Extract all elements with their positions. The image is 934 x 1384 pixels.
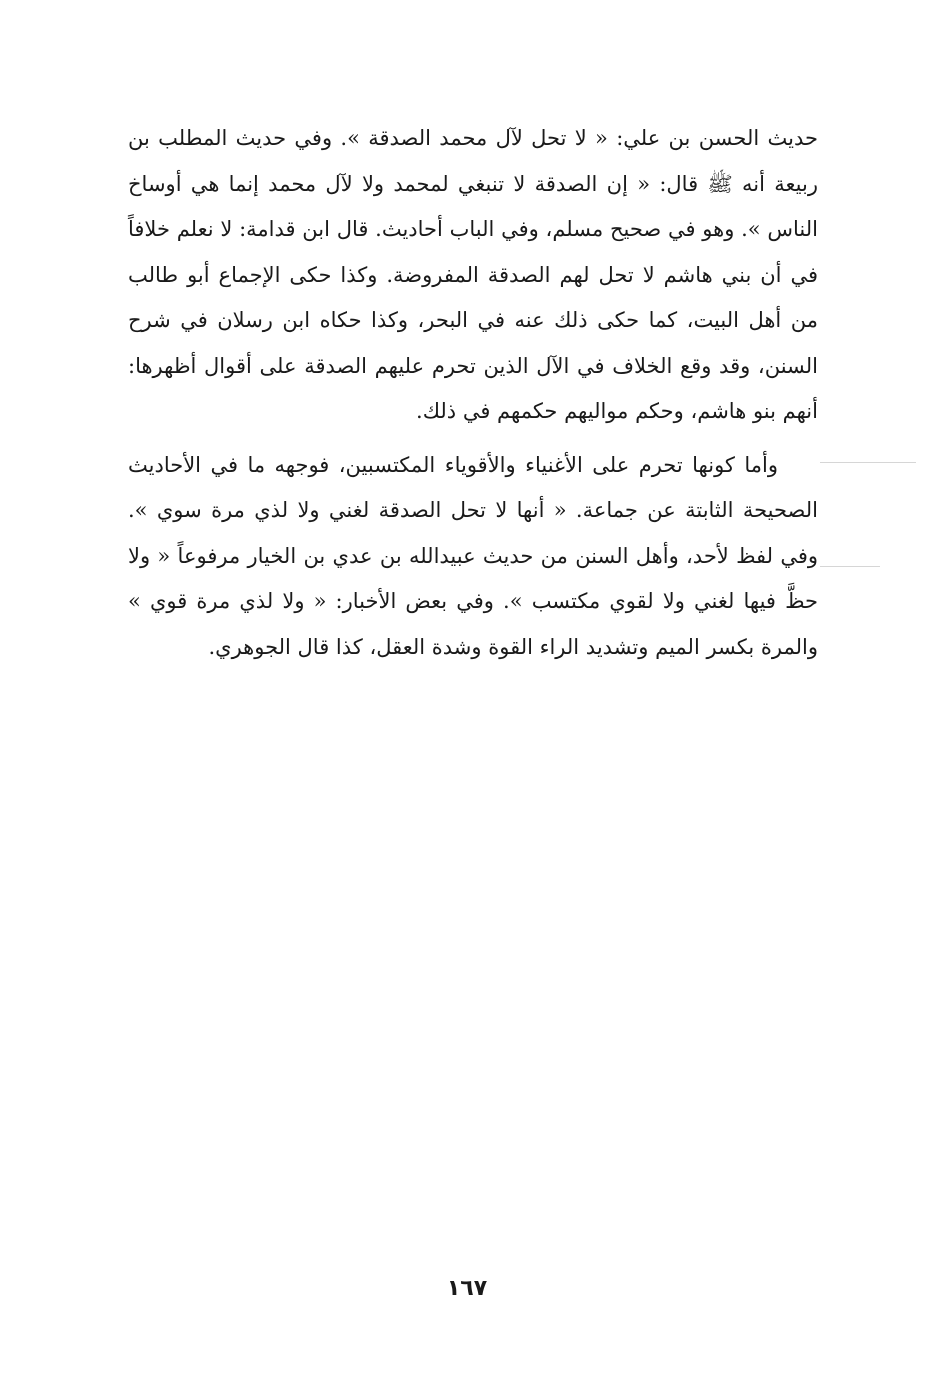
scan-artifact-line bbox=[820, 462, 916, 463]
scan-artifact-line bbox=[820, 566, 880, 567]
paragraph-1: حديث الحسن بن علي: « لا تحل لآل محمد الصدقة ». وفي حديث المطلب بن ربيعة أنه ﷺ قال: « إن الصدقة لا تنبغي لمحمد ولا لآل محمد إنما هي أوساخ الناس ». وهو في صحيح مسلم، وفي الباب أحاديث. قال ابن قدامة: لا نعلم خلافاً في أن بني هاشم لا تحل لهم الصدقة المفروضة. وكذا حكى الإجماع أبو طالب من أهل البيت، كما حكى ذلك عنه في البحر، وكذا حكاه ابن رسلان في شرح السنن، وقد وقع الخلاف في الآل الذين تحرم عليهم الصدقة على أقوال أظهرها: أنهم بنو هاشم، وحكم مواليهم حكمهم في ذلك. bbox=[128, 126, 818, 423]
page-number: ١٦٧ bbox=[446, 1276, 488, 1301]
paragraph-2: وأما كونها تحرم على الأغنياء والأقوياء المكتسبين، فوجهه ما في الأحاديث الصحيحة الثابتة عن جماعة. « أنها لا تحل الصدقة لغني ولا لذي مرة سوي ». وفي لفظ لأحد، وأهل السنن من حديث عبيدالله بن عدي بن الخيار مرفوعاً « ولا حظَّ فيها لغني ولا لقوي مكتسب ». وفي بعض الأخبار: « ولا لذي مرة قوي » والمرة بكسر الميم وتشديد الراء القوة وشدة العقل، كذا قال الجوهري. bbox=[128, 452, 818, 659]
body-text bbox=[128, 116, 818, 670]
